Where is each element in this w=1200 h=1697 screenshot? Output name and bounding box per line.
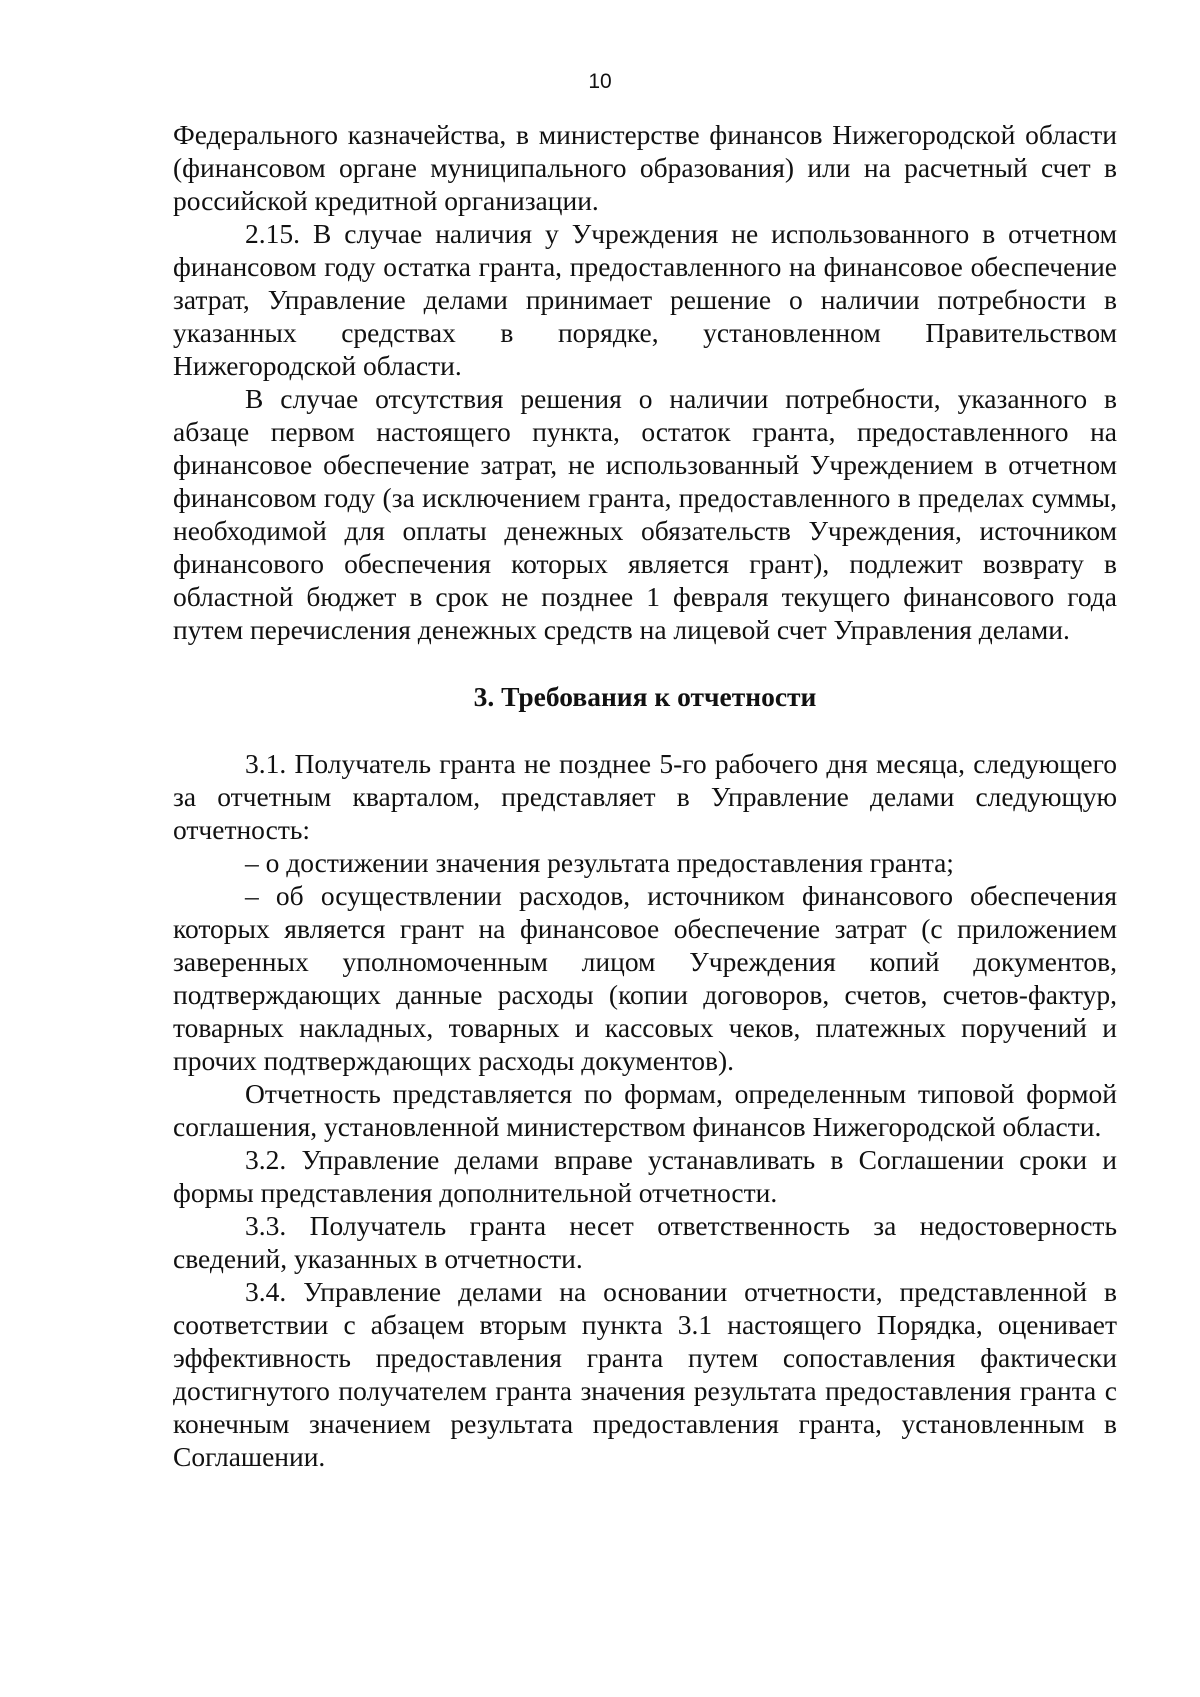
list-item-expenses: – об осуществлении расходов, источником финансового обеспечения которых является грант на финансовое обеспечение затрат (с приложением заверенных уполномоченным лицом Учреждения копий документов, подтверждающих данные расходы (копии договоров, счетов, счетов-фактур, товарных накладных, товарных и кассовых чеков, платежных поручений и прочих подтверждающих расходы документов).	[173, 880, 1117, 1076]
paragraph-continuation: Федерального казначейства, в министерстве финансов Нижегородской области (финансовом органе муниципального образования) или на расчетный счет в российской кредитной организации.	[173, 119, 1117, 216]
paragraph-report-forms: Отчетность представляется по формам, определенным типовой формой соглашения, установленной министерством финансов Нижегородской области.	[173, 1078, 1117, 1142]
paragraph-3-2: 3.2. Управление делами вправе устанавливать в Соглашении сроки и формы представления дополнительной отчетности.	[173, 1144, 1117, 1208]
paragraph-2-15: 2.15. В случае наличия у Учреждения не использованного в отчетном финансовом году остатка гранта, предоставленного на финансовое обеспечение затрат, Управление делами принимает решение о наличии потребности в указанных средствах в порядке, установленном Правительством Нижегородской области.	[173, 218, 1117, 381]
paragraph-3-3: 3.3. Получатель гранта несет ответственность за недостоверность сведений, указанных в отчетности.	[173, 1210, 1117, 1274]
page-number: 10	[588, 70, 612, 93]
paragraph-3-4: 3.4. Управление делами на основании отчетности, представленной в соответствии с абзацем вторым пункта 3.1 настоящего Порядка, оценивает эффективность предоставления гранта путем сопоставления фактически достигнутого получателем гранта значения результата предоставления гранта с конечным значением результата предоставления гранта, установленным в Соглашении.	[173, 1276, 1117, 1472]
paragraph-3-1: 3.1. Получатель гранта не позднее 5-го рабочего дня месяца, следующего за отчетным кварталом, представляет в Управление делами следующую отчетность:	[173, 748, 1117, 845]
paragraph-unused-balance: В случае отсутствия решения о наличии потребности, указанного в абзаце первом настоящего пункта, остаток гранта, предоставленного на финансовое обеспечение затрат, не использованный Учреждением в отчетном финансовом году (за исключением гранта, предоставленного в пределах суммы, необходимой для оплаты денежных обязательств Учреждения, источником финансового обеспечения которых является грант), подлежит возврату в областной бюджет в срок не позднее 1 февраля текущего финансового года путем перечисления денежных средств на лицевой счет Управления делами.	[173, 383, 1117, 645]
section-heading-reporting: 3. Требования к отчетности	[473, 681, 817, 712]
document-body	[173, 118, 1117, 1473]
list-item-result-achievement: – о достижении значения результата предоставления гранта;	[245, 847, 954, 878]
